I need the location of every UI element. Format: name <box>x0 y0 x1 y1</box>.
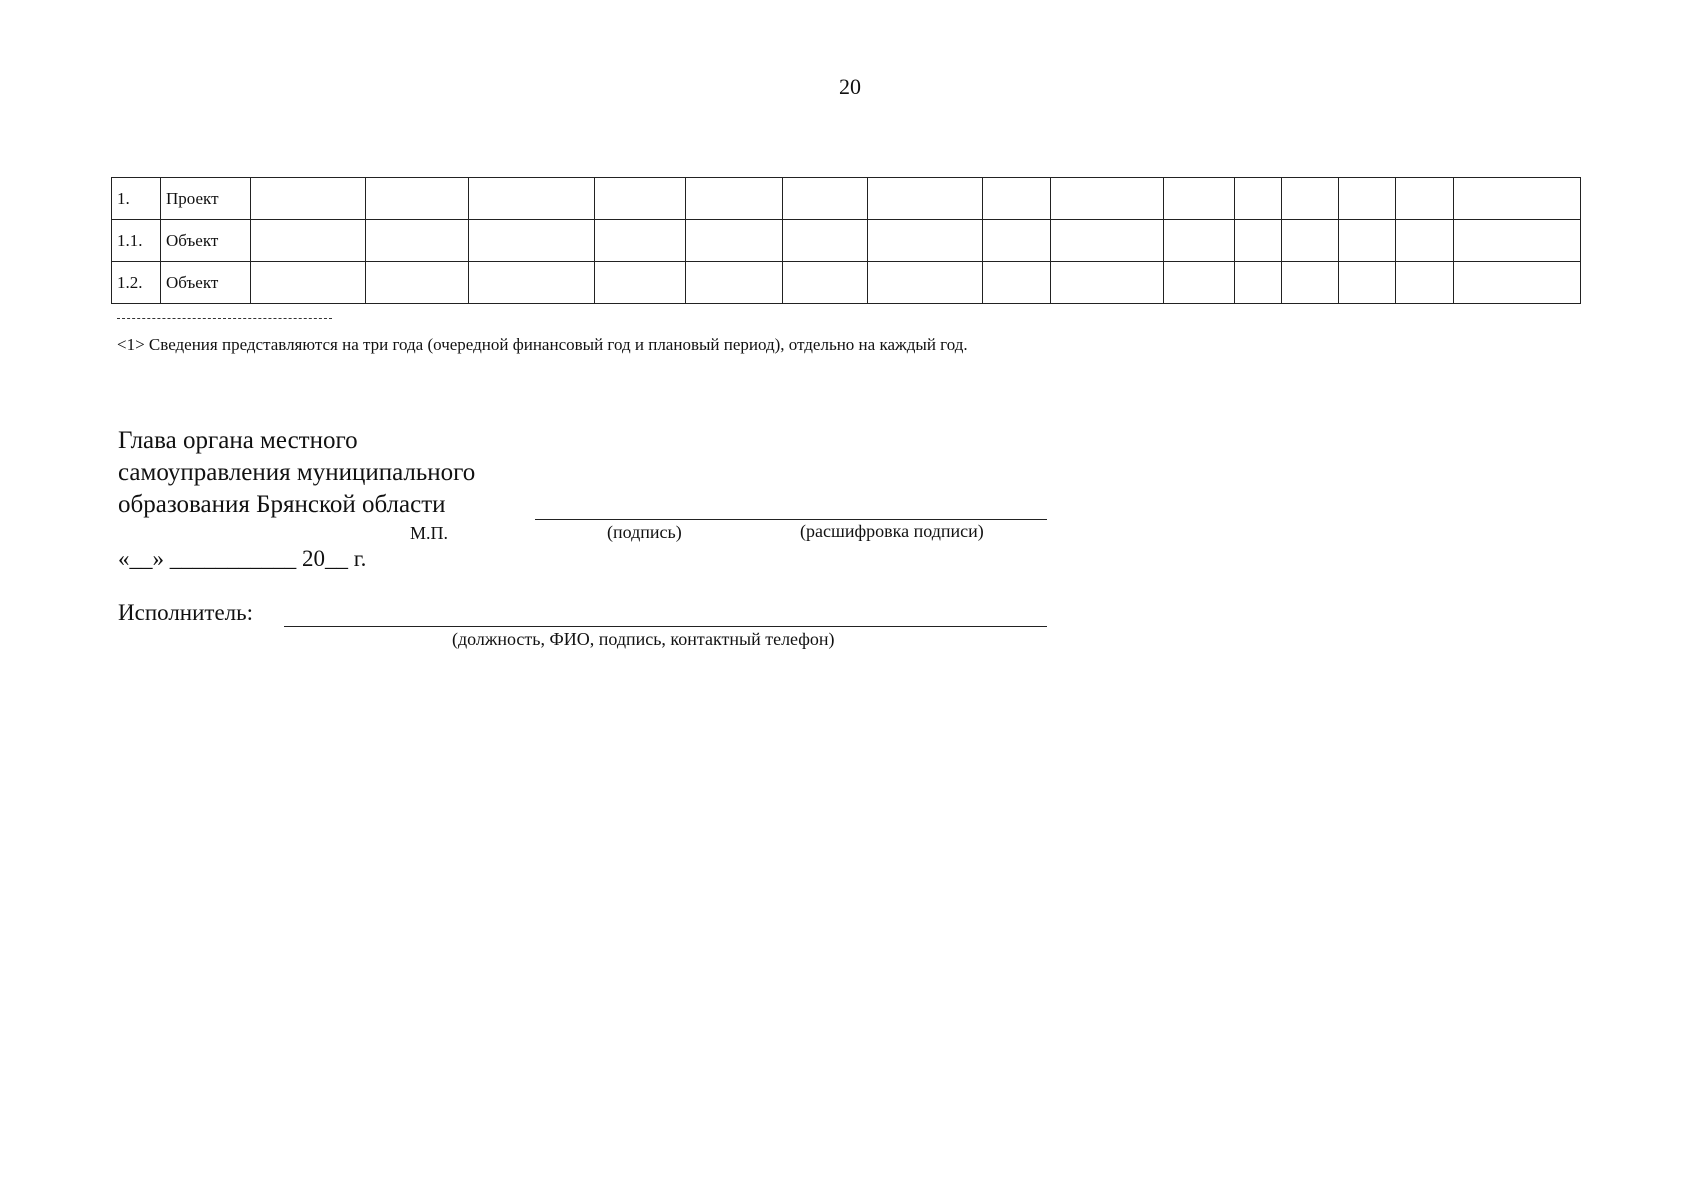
empty-cell <box>868 220 983 262</box>
empty-cell <box>783 262 868 304</box>
table-row <box>112 262 1581 304</box>
performer-label: Исполнитель: <box>118 600 254 625</box>
empty-cell <box>595 178 686 220</box>
empty-cell <box>251 220 366 262</box>
empty-cell <box>595 220 686 262</box>
empty-cell <box>1396 262 1454 304</box>
empty-cell <box>1282 262 1339 304</box>
empty-cell <box>366 220 469 262</box>
empty-cell <box>868 262 983 304</box>
empty-cell <box>1396 220 1454 262</box>
signatory-title <box>118 425 475 521</box>
empty-cell <box>783 178 868 220</box>
date-line: «__» ___________ 20__ г. <box>118 546 367 571</box>
row-name: Объект <box>161 220 251 262</box>
empty-cell <box>1282 220 1339 262</box>
empty-cell <box>595 262 686 304</box>
empty-cell <box>251 178 366 220</box>
empty-cell <box>1235 178 1282 220</box>
signatory-title-line: образования Брянской области <box>118 491 446 518</box>
empty-cell <box>1454 178 1581 220</box>
signature-line <box>535 519 1047 520</box>
empty-cell <box>686 262 783 304</box>
empty-cell <box>1454 220 1581 262</box>
empty-cell <box>1396 178 1454 220</box>
stamp-label: М.П. <box>410 523 449 543</box>
performer-caption: (должность, ФИО, подпись, контактный телефон) <box>452 629 835 649</box>
data-table <box>111 177 1581 304</box>
footnote-text: <1> Сведения представляются на три года (очередной финансовый год и плановый период), отдельно на каждый год. <box>117 335 968 354</box>
empty-cell <box>686 220 783 262</box>
empty-cell <box>1235 220 1282 262</box>
empty-cell <box>1051 262 1164 304</box>
empty-cell <box>366 262 469 304</box>
empty-cell <box>1282 178 1339 220</box>
row-name: Объект <box>161 262 251 304</box>
signatory-title-line: Глава органа местного <box>118 427 358 454</box>
empty-cell <box>783 220 868 262</box>
signature-decode-caption: (расшифровка подписи) <box>800 521 984 541</box>
empty-cell <box>983 220 1051 262</box>
empty-cell <box>469 262 595 304</box>
empty-cell <box>1339 220 1396 262</box>
row-number: 1.2. <box>112 262 161 304</box>
empty-cell <box>469 220 595 262</box>
row-number: 1.1. <box>112 220 161 262</box>
empty-cell <box>469 178 595 220</box>
empty-cell <box>686 178 783 220</box>
empty-cell <box>1339 262 1396 304</box>
empty-cell <box>983 178 1051 220</box>
row-name: Проект <box>161 178 251 220</box>
empty-cell <box>983 262 1051 304</box>
footnote-separator <box>117 318 332 319</box>
empty-cell <box>1339 178 1396 220</box>
empty-cell <box>1164 220 1235 262</box>
empty-cell <box>1164 262 1235 304</box>
page-number: 20 <box>839 74 861 99</box>
empty-cell <box>1454 262 1581 304</box>
empty-cell <box>1051 178 1164 220</box>
signature-caption: (подпись) <box>607 522 682 542</box>
empty-cell <box>1051 220 1164 262</box>
empty-cell <box>366 178 469 220</box>
empty-cell <box>1235 262 1282 304</box>
table-row <box>112 178 1581 220</box>
performer-line <box>284 626 1047 627</box>
table-row <box>112 220 1581 262</box>
empty-cell <box>1164 178 1235 220</box>
signatory-title-line: самоуправления муниципального <box>118 459 476 486</box>
row-number: 1. <box>112 178 161 220</box>
empty-cell <box>251 262 366 304</box>
empty-cell <box>868 178 983 220</box>
